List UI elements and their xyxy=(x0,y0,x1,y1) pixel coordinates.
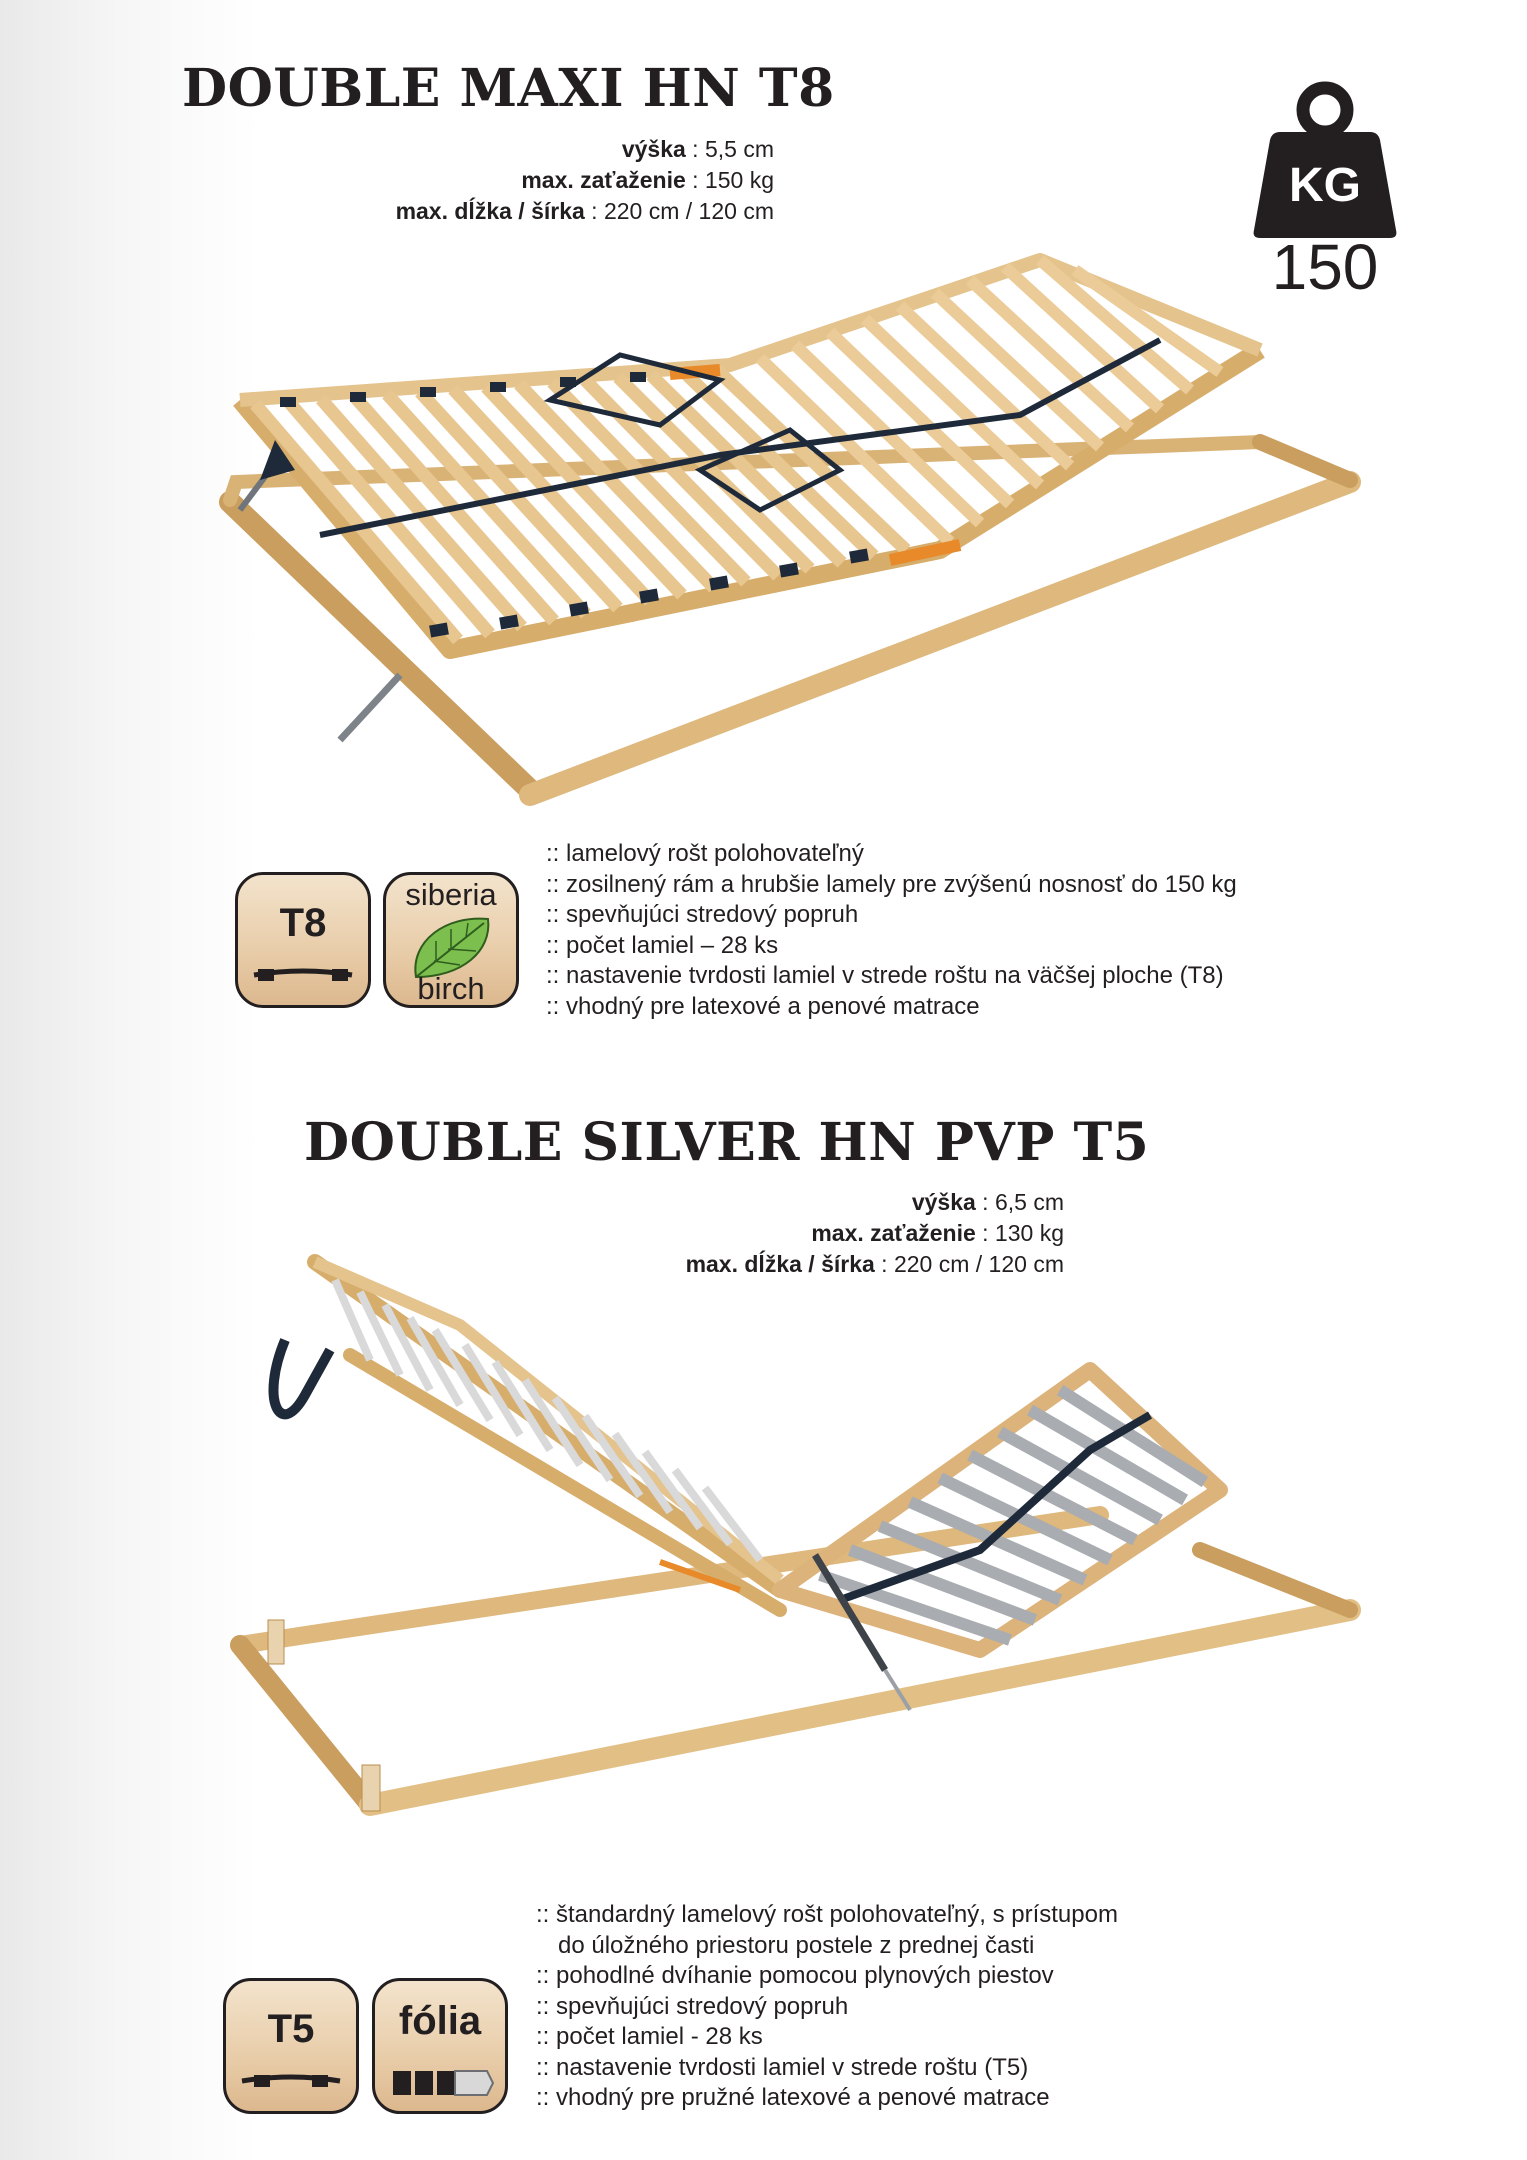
feature-item: :: spevňujúci stredový popruh xyxy=(536,1992,849,2020)
spec-max-load xyxy=(686,1218,1064,1249)
spec-label: max. dĺžka / šírka xyxy=(395,198,585,224)
spec-value: : 5,5 cm xyxy=(685,136,774,162)
slat-hardness-icon xyxy=(250,965,356,985)
feature-item: :: zosilnený rám a hrubšie lamely pre zvýšenú nosnosť do 150 kg xyxy=(546,870,1237,898)
material-badge-foil xyxy=(372,1978,508,2114)
feature-list xyxy=(536,1900,1118,2114)
weight-unit-label: KG xyxy=(1289,159,1361,212)
spec-label: max. zaťaženie xyxy=(521,167,686,193)
feature-item: :: pohodlné dvíhanie pomocou plynových piestov xyxy=(536,1962,1054,1989)
badge-code: T8 xyxy=(279,901,327,945)
spec-list xyxy=(396,134,774,227)
spec-value: : 220 cm / 120 cm xyxy=(584,198,774,224)
slat-hardness-icon xyxy=(238,2071,344,2091)
weight-value: 150 xyxy=(1271,231,1379,303)
spec-height xyxy=(396,134,774,165)
feature-item: do úložného priestoru postele z prednej časti xyxy=(558,1931,1035,1959)
feature-item: :: spevňujúci stredový popruh xyxy=(546,901,859,928)
badge-material-top: siberia xyxy=(405,877,497,912)
feature-list xyxy=(546,839,1237,1022)
spec-value: : 6,5 cm xyxy=(975,1189,1064,1215)
spec-label: výška xyxy=(911,1189,976,1215)
material-badge-birch xyxy=(383,872,519,1008)
feature-item: :: nastavenie tvrdosti lamiel v strede roštu (T5) xyxy=(536,2053,1029,2081)
product-image xyxy=(220,1250,1370,1850)
badge-material-bottom: birch xyxy=(417,971,485,1006)
feature-item: :: počet lamiel - 28 ks xyxy=(536,2023,763,2050)
spec-value: : 130 kg xyxy=(975,1220,1064,1246)
spec-value: : 150 kg xyxy=(685,167,774,193)
spec-value: : 220 cm / 120 cm xyxy=(874,1251,1064,1277)
feature-item: :: vhodný pre latexové a penové matrace xyxy=(546,992,980,1020)
hardness-badge-t5 xyxy=(223,1978,359,2114)
base-frame xyxy=(230,445,1355,800)
foil-layers-icon xyxy=(391,2063,495,2099)
product-image xyxy=(200,220,1380,840)
spec-label: max. dĺžka / šírka xyxy=(685,1251,875,1277)
badge-code: T5 xyxy=(267,2007,315,2051)
spec-label: výška xyxy=(621,136,686,162)
feature-item: :: štandardný lamelový rošt polohovateľný, s prístupom xyxy=(536,1901,1118,1928)
feature-item: :: nastavenie tvrdosti lamiel v strede roštu na väčšej ploche (T8) xyxy=(546,962,1224,989)
feature-item: :: vhodný pre pružné latexové a penové matrace xyxy=(536,2084,1050,2111)
feature-item: :: lamelový rošt polohovateľný xyxy=(546,840,864,867)
hardness-badge-t8 xyxy=(235,872,371,1008)
badge-material: fólia xyxy=(398,1999,482,2043)
spec-max-load xyxy=(396,165,774,196)
spec-height xyxy=(686,1187,1064,1218)
spec-label: max. zaťaženie xyxy=(811,1220,976,1246)
feature-item: :: počet lamiel – 28 ks xyxy=(546,931,779,959)
product-title: DOUBLE MAXI HN T8 xyxy=(182,58,835,119)
product-title: DOUBLE SILVER HN PVP T5 xyxy=(304,1112,1150,1173)
